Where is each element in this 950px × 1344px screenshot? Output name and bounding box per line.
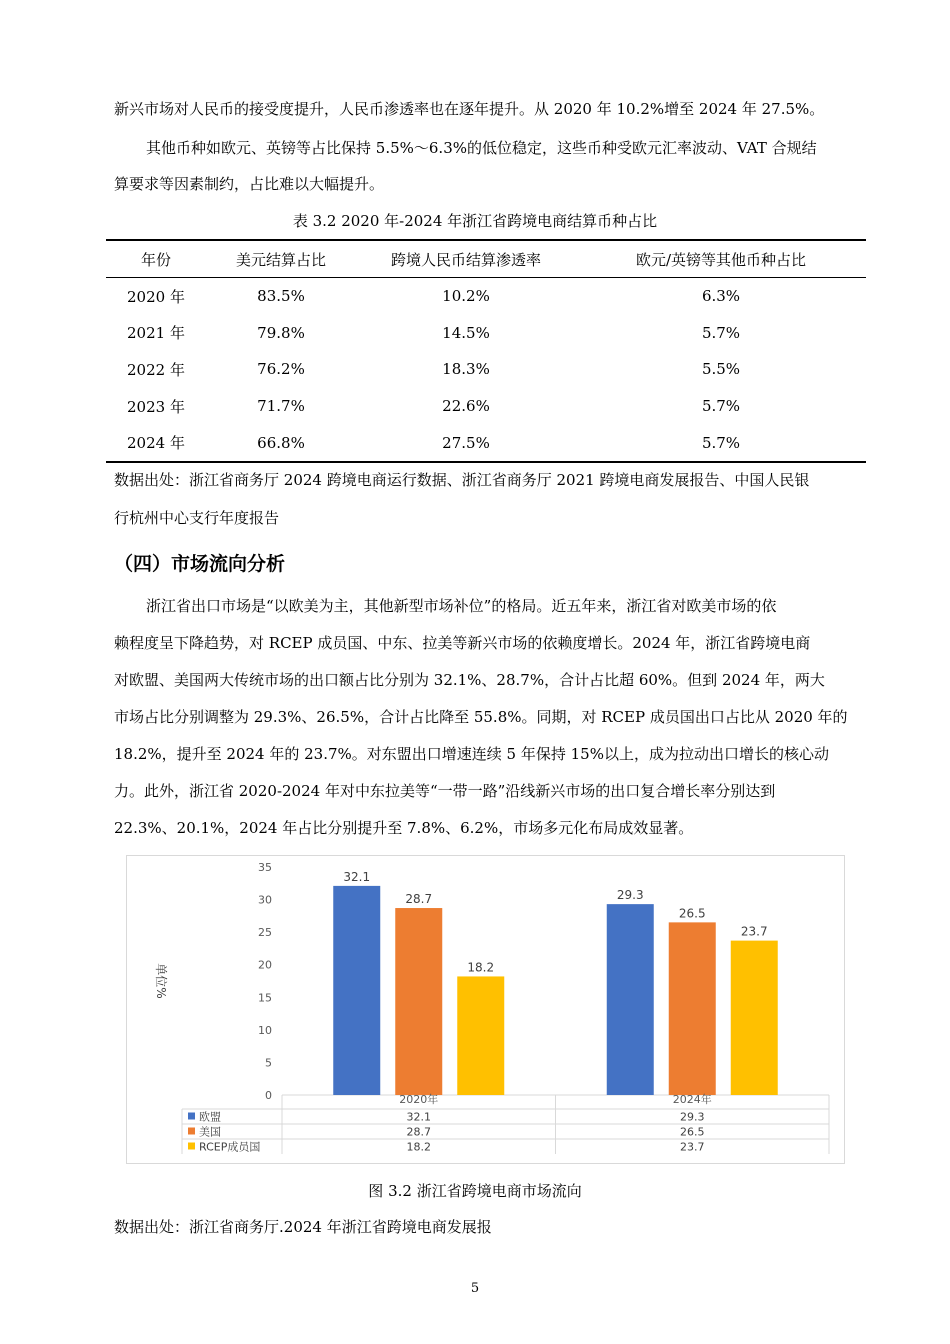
x-category-label: 2024年 <box>672 1093 712 1106</box>
legend-entry: RCEP成员国 <box>199 1140 261 1154</box>
paragraph-line: 力。此外，浙江省 2020-2024 年对中东拉美等“一带一路”沿线新兴市场的出口复合增长率分别达到 <box>114 782 776 800</box>
bar-data-label: 18.2 <box>467 960 495 975</box>
table-cell: 2023 年 <box>127 397 185 416</box>
table-cell: 5.7% <box>701 323 741 342</box>
y-tick-label: 0 <box>265 1089 272 1102</box>
table-row <box>106 278 866 315</box>
market-flow-chart <box>126 855 845 1164</box>
currency-share-table <box>106 239 866 463</box>
table-cell: 79.8% <box>257 323 305 342</box>
table-cell: 6.3% <box>701 287 741 306</box>
table-cell: 10.2% <box>442 287 490 306</box>
section-heading: （四）市场流向分析 <box>114 553 286 575</box>
bar <box>395 908 442 1095</box>
bar <box>607 904 654 1095</box>
table-cell: 71.7% <box>257 397 305 416</box>
data-table-value: 28.7 <box>406 1125 431 1139</box>
table-cell: 83.5% <box>257 287 305 306</box>
table-cell: 66.8% <box>206 424 356 462</box>
table-cell: 22.6% <box>442 397 490 416</box>
paragraph-line: 市场占比分别调整为 29.3%、26.5%，合计占比降至 55.8%。同期，对 RCEP 成员国出口占比从 2020 年的 <box>114 708 848 726</box>
bar-data-label: 29.3 <box>616 888 644 903</box>
page-number: 5 <box>470 1281 480 1296</box>
y-tick-label: 10 <box>258 1023 272 1037</box>
table-header-cell: 跨境人民币结算渗透率 <box>356 240 576 278</box>
table-cell: 5.5% <box>701 360 741 379</box>
table-row <box>106 424 866 462</box>
paragraph-line: 其他币种如欧元、英镑等占比保持 5.5%～6.3%的低位稳定，这些币种受欧元汇率波动、VAT 合规结 <box>146 139 817 157</box>
table-caption: 表 3.2 2020 年-2024 年浙江省跨境电商结算币种占比 <box>292 212 658 230</box>
table-cell: 14.5% <box>442 323 490 342</box>
y-tick-label: 30 <box>258 893 272 907</box>
y-tick-label: 35 <box>258 861 272 874</box>
table-header-cell: 年份 <box>106 240 206 278</box>
bar-data-label: 28.7 <box>405 892 433 907</box>
table-cell: 5.7% <box>701 397 741 416</box>
legend-swatch <box>188 1143 195 1150</box>
table-row <box>106 351 866 388</box>
table-source-line: 数据出处：浙江省商务厅 2024 跨境电商运行数据、浙江省商务厅 2021 跨境电商发展报告、中国人民银 <box>114 471 810 489</box>
table-row <box>106 388 866 425</box>
legend-swatch <box>188 1128 195 1135</box>
legend-entry: 欧盟 <box>199 1110 221 1124</box>
x-category-label: 2020年 <box>399 1093 439 1106</box>
table-cell: 2020 年 <box>127 287 185 306</box>
table-cell: 76.2% <box>257 360 305 379</box>
y-tick-label: 25 <box>258 926 272 940</box>
table-source-line: 行杭州中心支行年度报告 <box>114 509 280 527</box>
legend-swatch <box>188 1113 195 1120</box>
bar-data-label: 26.5 <box>678 906 706 921</box>
y-axis-label: 单位% <box>154 963 168 999</box>
figure-source: 数据出处：浙江省商务厅.2024 年浙江省跨境电商发展报 <box>114 1218 492 1236</box>
bar <box>457 976 504 1095</box>
bar-data-label: 23.7 <box>740 924 768 939</box>
y-tick-label: 5 <box>265 1056 272 1070</box>
table-cell: 5.7% <box>576 424 866 462</box>
paragraph-line: 18.2%，提升至 2024 年的 23.7%。对东盟出口增速连续 5 年保持 15%以上，成为拉动出口增长的核心动 <box>114 745 829 763</box>
table-cell: 27.5% <box>356 424 576 462</box>
paragraph-line: 赖程度呈下降趋势，对 RCEP 成员国、中东、拉美等新兴市场的依赖度增长。2024 年，浙江省跨境电商 <box>114 634 811 652</box>
bar <box>731 941 778 1095</box>
paragraph-line: 新兴市场对人民币的接受度提升，人民币渗透率也在逐年提升。从 2020 年 10.2%增至 2024 年 27.5%。 <box>114 100 825 118</box>
table-cell: 2024 年 <box>106 424 206 462</box>
table-header-cell: 欧元/英镑等其他币种占比 <box>576 240 866 278</box>
data-table-value: 18.2 <box>406 1140 431 1154</box>
table-header-cell: 美元结算占比 <box>206 240 356 278</box>
bar <box>333 886 380 1095</box>
y-tick-label: 15 <box>258 991 272 1005</box>
chart-svg <box>127 856 846 1165</box>
data-table-value: 23.7 <box>680 1140 705 1154</box>
data-table-value: 32.1 <box>406 1110 431 1124</box>
figure-caption: 图 3.2 浙江省跨境电商市场流向 <box>368 1182 582 1200</box>
legend-entry: 美国 <box>199 1125 221 1139</box>
data-table-value: 26.5 <box>680 1125 705 1139</box>
table-cell: 2021 年 <box>127 324 185 343</box>
y-tick-label: 20 <box>258 958 272 972</box>
table-cell: 2022 年 <box>127 360 185 379</box>
table-row <box>106 315 866 352</box>
bar-data-label: 32.1 <box>343 869 371 884</box>
paragraph-line: 浙江省出口市场是“以欧美为主，其他新型市场补位”的格局。近五年来，浙江省对欧美市场的依 <box>146 597 777 615</box>
table-cell: 18.3% <box>442 360 490 379</box>
paragraph-line: 对欧盟、美国两大传统市场的出口额占比分别为 32.1%、28.7%，合计占比超 60%。但到 2024 年，两大 <box>114 671 825 689</box>
paragraph-line: 算要求等因素制约，占比难以大幅提升。 <box>114 175 385 193</box>
table-header-row <box>106 240 866 278</box>
paragraph-line: 22.3%、20.1%，2024 年占比分别提升至 7.8%、6.2%，市场多元化布局成效显著。 <box>114 819 694 837</box>
bar <box>669 922 716 1095</box>
data-table-value: 29.3 <box>680 1110 705 1124</box>
